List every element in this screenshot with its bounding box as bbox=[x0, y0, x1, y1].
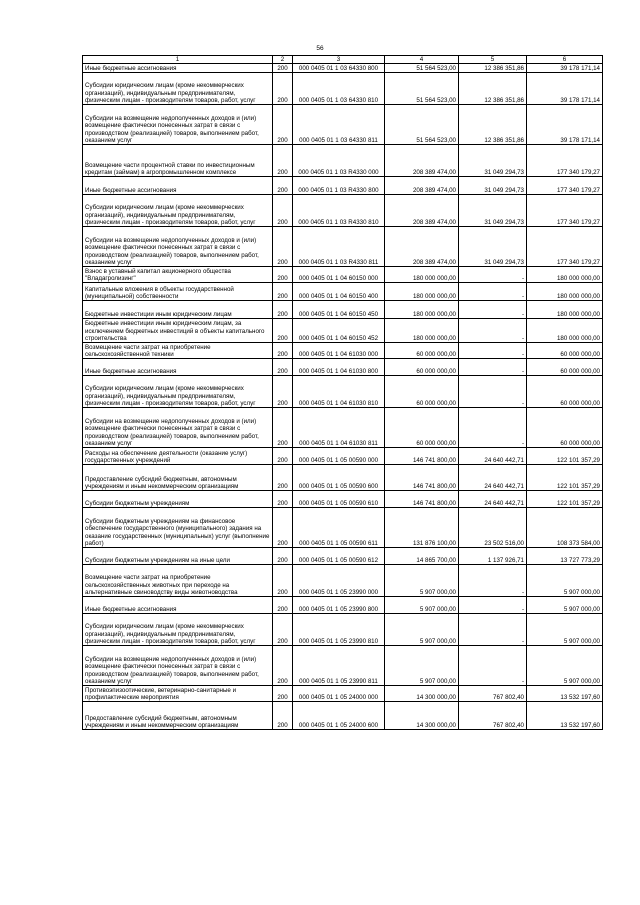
row-remaining-amount: 5 907 000,00 bbox=[527, 646, 603, 686]
row-approved-amount: 5 907 000,00 bbox=[385, 646, 459, 686]
row-executed-amount: 23 502 516,00 bbox=[459, 508, 527, 548]
row-line-code: 200 bbox=[273, 64, 293, 73]
row-remaining-amount: 60 000 000,00 bbox=[527, 359, 603, 376]
row-budget-code: 000 0405 01 1 04 60150 452 bbox=[293, 319, 385, 343]
row-approved-amount: 51 564 523,00 bbox=[385, 64, 459, 73]
row-approved-amount: 14 865 700,00 bbox=[385, 548, 459, 565]
row-line-code: 200 bbox=[273, 408, 293, 448]
row-remaining-amount: 177 340 179,27 bbox=[527, 227, 603, 267]
table-row bbox=[83, 64, 603, 73]
row-name: Субсидии бюджетным учреждениям bbox=[83, 491, 273, 508]
row-remaining-amount: 13 532 197,60 bbox=[527, 686, 603, 702]
row-line-code: 200 bbox=[273, 448, 293, 465]
row-name: Субсидии на возмещение недополученных доходов и (или) возмещение фактически понесенных затрат в связи с производством (реализацией) товаров, выполнением работ, оказанием услуг bbox=[83, 646, 273, 686]
row-name: Предоставление субсидий бюджетным, автономным учреждениям и иным некоммерческим организациям bbox=[83, 465, 273, 491]
row-budget-code: 000 0405 01 1 05 24000 600 bbox=[293, 702, 385, 730]
row-name: Субсидии юридическим лицам (кроме некоммерческих организаций), индивидуальным предпринимателям, физическим лицам - производителям товаров, работ, услуг bbox=[83, 73, 273, 105]
row-approved-amount: 5 907 000,00 bbox=[385, 597, 459, 614]
row-executed-amount: - bbox=[459, 597, 527, 614]
row-name: Взнос в уставный капитал акционерного общества "Владагролизинг" bbox=[83, 267, 273, 283]
table-row bbox=[83, 319, 603, 343]
row-name: Иные бюджетные ассигнования bbox=[83, 177, 273, 195]
row-budget-code: 000 0405 01 1 04 60150 000 bbox=[293, 267, 385, 283]
row-budget-code: 000 0405 01 1 05 00590 610 bbox=[293, 491, 385, 508]
row-name: Субсидии юридическим лицам (кроме некоммерческих организаций), индивидуальным предпринимателям, физическим лицам - производителям товаров, работ, услуг bbox=[83, 376, 273, 408]
row-remaining-amount: 180 000 000,00 bbox=[527, 267, 603, 283]
row-remaining-amount: 180 000 000,00 bbox=[527, 301, 603, 319]
row-budget-code: 000 0405 01 1 03 R4330 811 bbox=[293, 227, 385, 267]
row-executed-amount: - bbox=[459, 376, 527, 408]
row-approved-amount: 5 907 000,00 bbox=[385, 565, 459, 597]
row-approved-amount: 131 876 100,00 bbox=[385, 508, 459, 548]
row-name: Бюджетные инвестиции иным юридическим лицам bbox=[83, 301, 273, 319]
row-approved-amount: 180 000 000,00 bbox=[385, 283, 459, 301]
row-approved-amount: 51 564 523,00 bbox=[385, 73, 459, 105]
table-row bbox=[83, 73, 603, 105]
row-name: Возмещение части затрат на приобретение сельскохозяйственной техники bbox=[83, 343, 273, 359]
col-header-4: 4 bbox=[385, 56, 459, 64]
row-executed-amount: 767 802,40 bbox=[459, 686, 527, 702]
row-budget-code: 000 0405 01 1 05 00590 000 bbox=[293, 448, 385, 465]
row-line-code: 200 bbox=[273, 565, 293, 597]
row-executed-amount: - bbox=[459, 267, 527, 283]
row-executed-amount: - bbox=[459, 359, 527, 376]
row-line-code: 200 bbox=[273, 343, 293, 359]
row-remaining-amount: 108 373 584,00 bbox=[527, 508, 603, 548]
row-line-code: 200 bbox=[273, 702, 293, 730]
table-row bbox=[83, 614, 603, 646]
row-approved-amount: 208 389 474,00 bbox=[385, 227, 459, 267]
row-approved-amount: 180 000 000,00 bbox=[385, 319, 459, 343]
row-budget-code: 000 0405 01 1 04 61030 000 bbox=[293, 343, 385, 359]
col-header-2: 2 bbox=[273, 56, 293, 64]
row-remaining-amount: 60 000 000,00 bbox=[527, 343, 603, 359]
table-row bbox=[83, 448, 603, 465]
row-budget-code: 000 0405 01 1 05 23990 810 bbox=[293, 614, 385, 646]
row-executed-amount: 1 137 926,71 bbox=[459, 548, 527, 565]
row-name: Бюджетные инвестиции иным юридическим лицам, за исключением бюджетных инвестиций в объекты капитального строительства bbox=[83, 319, 273, 343]
row-line-code: 200 bbox=[273, 491, 293, 508]
row-approved-amount: 14 300 000,00 bbox=[385, 702, 459, 730]
table-row bbox=[83, 491, 603, 508]
row-line-code: 200 bbox=[273, 597, 293, 614]
row-budget-code: 000 0405 01 1 05 00590 611 bbox=[293, 508, 385, 548]
row-name: Иные бюджетные ассигнования bbox=[83, 64, 273, 73]
row-approved-amount: 14 300 000,00 bbox=[385, 686, 459, 702]
row-remaining-amount: 39 178 171,14 bbox=[527, 105, 603, 145]
row-line-code: 200 bbox=[273, 359, 293, 376]
row-remaining-amount: 122 101 357,29 bbox=[527, 448, 603, 465]
row-executed-amount: 24 640 442,71 bbox=[459, 465, 527, 491]
row-line-code: 200 bbox=[273, 283, 293, 301]
row-budget-code: 000 0405 01 1 05 23990 811 bbox=[293, 646, 385, 686]
row-line-code: 200 bbox=[273, 105, 293, 145]
row-executed-amount: 12 386 351,86 bbox=[459, 64, 527, 73]
row-remaining-amount: 5 907 000,00 bbox=[527, 565, 603, 597]
row-budget-code: 000 0405 01 1 03 64330 811 bbox=[293, 105, 385, 145]
row-name: Субсидии бюджетным учреждениям на финансовое обеспечение государственного (муниципального) задания на оказание государственных (муниципальных) услуг (выполнение работ) bbox=[83, 508, 273, 548]
row-remaining-amount: 13 532 197,60 bbox=[527, 702, 603, 730]
row-executed-amount: 31 049 294,73 bbox=[459, 227, 527, 267]
row-line-code: 200 bbox=[273, 646, 293, 686]
table-row bbox=[83, 267, 603, 283]
row-budget-code: 000 0405 01 1 04 61030 811 bbox=[293, 408, 385, 448]
row-remaining-amount: 60 000 000,00 bbox=[527, 408, 603, 448]
row-remaining-amount: 13 727 773,29 bbox=[527, 548, 603, 565]
row-budget-code: 000 0405 01 1 05 23990 800 bbox=[293, 597, 385, 614]
row-name: Возмещение части процентной ставки по инвестиционным кредитам (займам) в агропромышленном комплексе bbox=[83, 145, 273, 177]
row-approved-amount: 208 389 474,00 bbox=[385, 195, 459, 227]
row-remaining-amount: 39 178 171,14 bbox=[527, 73, 603, 105]
row-executed-amount: 31 049 294,73 bbox=[459, 177, 527, 195]
table-row bbox=[83, 548, 603, 565]
row-executed-amount: 31 049 294,73 bbox=[459, 195, 527, 227]
col-header-5: 5 bbox=[459, 56, 527, 64]
table-row bbox=[83, 465, 603, 491]
table-row bbox=[83, 343, 603, 359]
row-approved-amount: 51 564 523,00 bbox=[385, 105, 459, 145]
table-row bbox=[83, 177, 603, 195]
row-approved-amount: 60 000 000,00 bbox=[385, 359, 459, 376]
row-line-code: 200 bbox=[273, 145, 293, 177]
table-row bbox=[83, 105, 603, 145]
table-row bbox=[83, 145, 603, 177]
row-remaining-amount: 177 340 179,27 bbox=[527, 177, 603, 195]
row-executed-amount: 12 386 351,86 bbox=[459, 73, 527, 105]
row-remaining-amount: 177 340 179,27 bbox=[527, 145, 603, 177]
col-header-1: 1 bbox=[83, 56, 273, 64]
row-name: Противоэпизоотические, ветеринарно-санитарные и профилактические мероприятия bbox=[83, 686, 273, 702]
row-line-code: 200 bbox=[273, 319, 293, 343]
row-line-code: 200 bbox=[273, 548, 293, 565]
row-name: Иные бюджетные ассигнования bbox=[83, 597, 273, 614]
row-executed-amount: - bbox=[459, 301, 527, 319]
row-name: Предоставление субсидий бюджетным, автономным учреждениям и иным некоммерческим организациям bbox=[83, 702, 273, 730]
row-name: Расходы на обеспечение деятельности (оказание услуг) государственных учреждений bbox=[83, 448, 273, 465]
table-row bbox=[83, 565, 603, 597]
row-executed-amount: 31 049 294,73 bbox=[459, 145, 527, 177]
row-budget-code: 000 0405 01 1 05 00590 612 bbox=[293, 548, 385, 565]
row-line-code: 200 bbox=[273, 177, 293, 195]
budget-table bbox=[82, 55, 603, 730]
row-executed-amount: 767 802,40 bbox=[459, 702, 527, 730]
row-budget-code: 000 0405 01 1 05 23990 000 bbox=[293, 565, 385, 597]
row-line-code: 200 bbox=[273, 267, 293, 283]
row-executed-amount: 24 640 442,71 bbox=[459, 491, 527, 508]
row-approved-amount: 5 907 000,00 bbox=[385, 614, 459, 646]
row-approved-amount: 208 389 474,00 bbox=[385, 177, 459, 195]
row-name: Субсидии на возмещение недополученных доходов и (или) возмещение фактически понесенных затрат в связи с производством (реализацией) товаров, выполнением работ, оказанием услуг bbox=[83, 408, 273, 448]
row-line-code: 200 bbox=[273, 301, 293, 319]
row-name: Возмещение части затрат на приобретение сельскохозяйственных животных при переходе на альтернативные свиноводству виды животноводства bbox=[83, 565, 273, 597]
row-executed-amount: 12 386 351,86 bbox=[459, 105, 527, 145]
row-budget-code: 000 0405 01 1 03 R4330 800 bbox=[293, 177, 385, 195]
row-approved-amount: 146 741 800,00 bbox=[385, 465, 459, 491]
row-budget-code: 000 0405 01 1 04 60150 450 bbox=[293, 301, 385, 319]
row-approved-amount: 180 000 000,00 bbox=[385, 267, 459, 283]
col-header-6: 6 bbox=[527, 56, 603, 64]
table-row bbox=[83, 376, 603, 408]
row-name: Субсидии юридическим лицам (кроме некоммерческих организаций), индивидуальным предпринимателям, физическим лицам - производителям товаров, работ, услуг bbox=[83, 195, 273, 227]
row-approved-amount: 60 000 000,00 bbox=[385, 343, 459, 359]
row-name: Иные бюджетные ассигнования bbox=[83, 359, 273, 376]
row-remaining-amount: 5 907 000,00 bbox=[527, 614, 603, 646]
row-budget-code: 000 0405 01 1 04 61030 800 bbox=[293, 359, 385, 376]
row-name: Капитальные вложения в объекты государственной (муниципальной) собственности bbox=[83, 283, 273, 301]
row-budget-code: 000 0405 01 1 03 64330 810 bbox=[293, 73, 385, 105]
table-row bbox=[83, 508, 603, 548]
row-approved-amount: 60 000 000,00 bbox=[385, 376, 459, 408]
row-name: Субсидии бюджетным учреждениям на иные цели bbox=[83, 548, 273, 565]
table-header-row bbox=[83, 56, 603, 64]
table-row bbox=[83, 283, 603, 301]
page-number: 56 bbox=[316, 45, 324, 52]
row-executed-amount: - bbox=[459, 408, 527, 448]
row-remaining-amount: 60 000 000,00 bbox=[527, 376, 603, 408]
row-approved-amount: 208 389 474,00 bbox=[385, 145, 459, 177]
row-line-code: 200 bbox=[273, 686, 293, 702]
row-remaining-amount: 180 000 000,00 bbox=[527, 283, 603, 301]
row-name: Субсидии на возмещение недополученных доходов и (или) возмещение фактически понесенных затрат в связи с производством (реализацией) товаров, выполнением работ, оказанием услуг bbox=[83, 105, 273, 145]
row-budget-code: 000 0405 01 1 03 R4330 810 bbox=[293, 195, 385, 227]
row-line-code: 200 bbox=[273, 465, 293, 491]
row-line-code: 200 bbox=[273, 508, 293, 548]
row-budget-code: 000 0405 01 1 04 61030 810 bbox=[293, 376, 385, 408]
row-line-code: 200 bbox=[273, 227, 293, 267]
row-line-code: 200 bbox=[273, 73, 293, 105]
row-executed-amount: - bbox=[459, 283, 527, 301]
table-row bbox=[83, 195, 603, 227]
row-name: Субсидии юридическим лицам (кроме некоммерческих организаций), индивидуальным предпринимателям, физическим лицам - производителям товаров, работ, услуг bbox=[83, 614, 273, 646]
table-row bbox=[83, 702, 603, 730]
row-executed-amount: - bbox=[459, 319, 527, 343]
row-executed-amount: - bbox=[459, 565, 527, 597]
table-row bbox=[83, 597, 603, 614]
row-budget-code: 000 0405 01 1 03 R4330 000 bbox=[293, 145, 385, 177]
table-row bbox=[83, 408, 603, 448]
row-remaining-amount: 177 340 179,27 bbox=[527, 195, 603, 227]
table-row bbox=[83, 359, 603, 376]
row-budget-code: 000 0405 01 1 03 64330 800 bbox=[293, 64, 385, 73]
row-remaining-amount: 122 101 357,29 bbox=[527, 491, 603, 508]
row-remaining-amount: 180 000 000,00 bbox=[527, 319, 603, 343]
table-row bbox=[83, 646, 603, 686]
table-row bbox=[83, 301, 603, 319]
row-line-code: 200 bbox=[273, 195, 293, 227]
table-row bbox=[83, 227, 603, 267]
row-line-code: 200 bbox=[273, 376, 293, 408]
row-approved-amount: 180 000 000,00 bbox=[385, 301, 459, 319]
row-budget-code: 000 0405 01 1 05 00590 600 bbox=[293, 465, 385, 491]
row-executed-amount: 24 640 442,71 bbox=[459, 448, 527, 465]
table-row bbox=[83, 686, 603, 702]
row-line-code: 200 bbox=[273, 614, 293, 646]
row-executed-amount: - bbox=[459, 343, 527, 359]
row-approved-amount: 60 000 000,00 bbox=[385, 408, 459, 448]
row-executed-amount: - bbox=[459, 646, 527, 686]
row-remaining-amount: 5 907 000,00 bbox=[527, 597, 603, 614]
row-budget-code: 000 0405 01 1 05 24000 000 bbox=[293, 686, 385, 702]
row-executed-amount: - bbox=[459, 614, 527, 646]
row-remaining-amount: 39 178 171,14 bbox=[527, 64, 603, 73]
row-name: Субсидии на возмещение недополученных доходов и (или) возмещение фактически понесенных затрат в связи с производством (реализацией) товаров, выполнением работ, оказанием услуг bbox=[83, 227, 273, 267]
row-approved-amount: 146 741 800,00 bbox=[385, 448, 459, 465]
row-remaining-amount: 122 101 357,29 bbox=[527, 465, 603, 491]
row-budget-code: 000 0405 01 1 04 60150 400 bbox=[293, 283, 385, 301]
row-approved-amount: 146 741 800,00 bbox=[385, 491, 459, 508]
col-header-3: 3 bbox=[293, 56, 385, 64]
